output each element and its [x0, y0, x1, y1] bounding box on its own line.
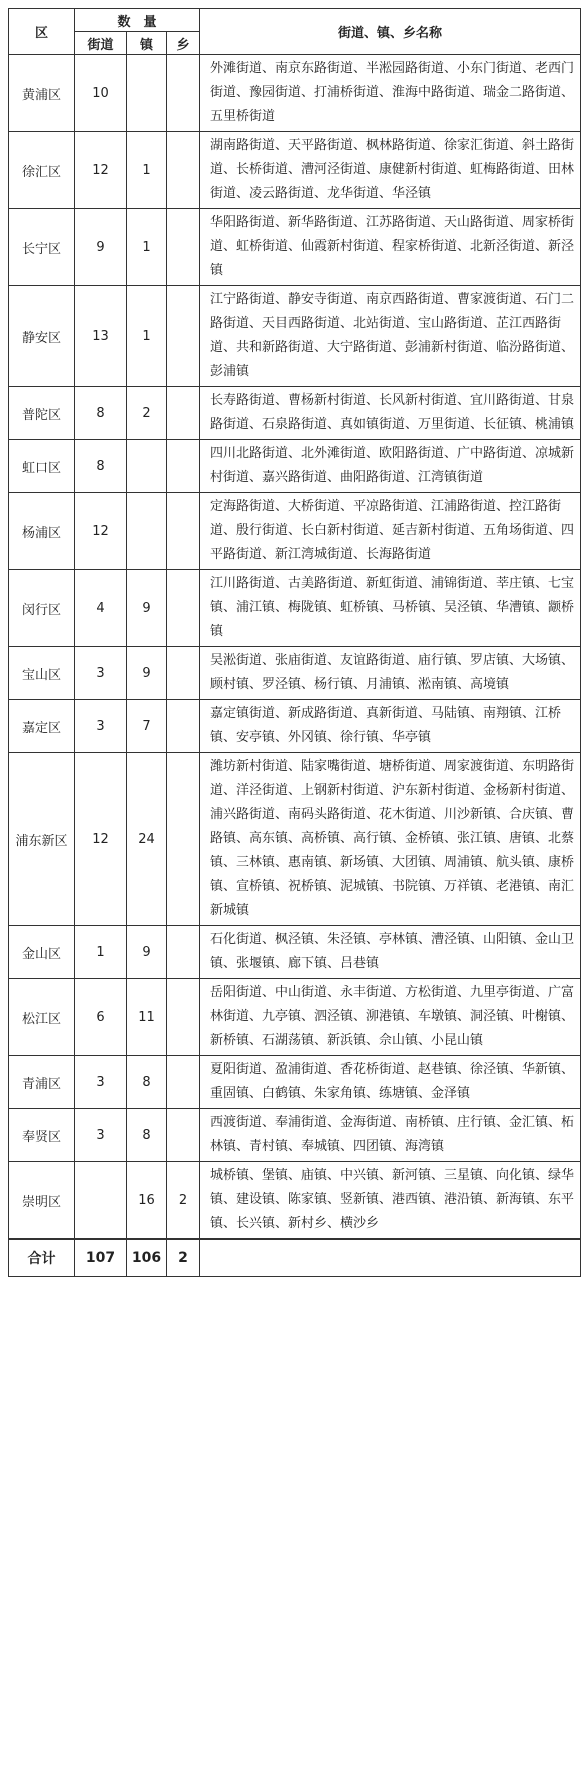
names-cell: 定海路街道、大桥街道、平凉路街道、江浦路街道、控江路街道、殷行街道、长白新村街道、延吉新村街道、五角场街道、四平路街道、新江湾城街道、长海路街道: [200, 493, 581, 570]
district-cell: 普陀区: [9, 387, 75, 440]
township-count-cell: [167, 700, 200, 753]
town-count-cell: 9: [127, 647, 167, 700]
total-town: 106: [127, 1239, 167, 1277]
names-cell: 石化街道、枫泾镇、朱泾镇、亭林镇、漕泾镇、山阳镇、金山卫镇、张堰镇、廊下镇、吕巷镇: [200, 926, 581, 979]
street-count-cell: [75, 1162, 127, 1240]
town-count-cell: [127, 440, 167, 493]
township-count-cell: [167, 979, 200, 1056]
district-table-container: [8, 8, 580, 1277]
town-count-cell: 24: [127, 753, 167, 926]
names-cell: 岳阳街道、中山街道、永丰街道、方松街道、九里亭街道、广富林街道、九亭镇、泗泾镇、泖港镇、车墩镇、洞泾镇、叶榭镇、新桥镇、石湖荡镇、新浜镇、佘山镇、小昆山镇: [200, 979, 581, 1056]
district-cell: 静安区: [9, 286, 75, 387]
street-count-cell: 12: [75, 753, 127, 926]
table-row: [9, 286, 581, 387]
township-count-cell: [167, 440, 200, 493]
header-district: 区: [9, 9, 75, 55]
street-count-cell: 8: [75, 440, 127, 493]
names-cell: 长寿路街道、曹杨新村街道、长风新村街道、宜川路街道、甘泉路街道、石泉路街道、真如镇街道、万里街道、长征镇、桃浦镇: [200, 387, 581, 440]
township-count-cell: [167, 647, 200, 700]
district-table: [8, 8, 581, 1277]
table-row: [9, 1056, 581, 1109]
town-count-cell: 11: [127, 979, 167, 1056]
street-count-cell: 12: [75, 493, 127, 570]
table-row: [9, 700, 581, 753]
township-count-cell: [167, 753, 200, 926]
header-township: 乡: [167, 32, 200, 55]
table-row: [9, 55, 581, 132]
township-count-cell: [167, 926, 200, 979]
names-cell: 嘉定镇街道、新成路街道、真新街道、马陆镇、南翔镇、江桥镇、安亭镇、外冈镇、徐行镇、华亭镇: [200, 700, 581, 753]
street-count-cell: 3: [75, 700, 127, 753]
town-count-cell: 8: [127, 1109, 167, 1162]
street-count-cell: 10: [75, 55, 127, 132]
total-township: 2: [167, 1239, 200, 1277]
town-count-cell: 16: [127, 1162, 167, 1240]
header-street: 街道: [75, 32, 127, 55]
header-count: 数 量: [75, 9, 200, 32]
table-row: [9, 753, 581, 926]
district-cell: 虹口区: [9, 440, 75, 493]
district-cell: 宝山区: [9, 647, 75, 700]
table-row: [9, 926, 581, 979]
total-street: 107: [75, 1239, 127, 1277]
names-cell: 四川北路街道、北外滩街道、欧阳路街道、广中路街道、凉城新村街道、嘉兴路街道、曲阳路街道、江湾镇街道: [200, 440, 581, 493]
district-cell: 闵行区: [9, 570, 75, 647]
names-cell: 吴淞街道、张庙街道、友谊路街道、庙行镇、罗店镇、大场镇、顾村镇、罗泾镇、杨行镇、月浦镇、淞南镇、高境镇: [200, 647, 581, 700]
town-count-cell: 9: [127, 926, 167, 979]
township-count-cell: [167, 570, 200, 647]
table-row: [9, 440, 581, 493]
names-cell: 外滩街道、南京东路街道、半淞园路街道、小东门街道、老西门街道、豫园街道、打浦桥街道、淮海中路街道、瑞金二路街道、五里桥街道: [200, 55, 581, 132]
table-row: [9, 132, 581, 209]
names-cell: 城桥镇、堡镇、庙镇、中兴镇、新河镇、三星镇、向化镇、绿华镇、建设镇、陈家镇、竖新镇、港西镇、港沿镇、新海镇、东平镇、长兴镇、新村乡、横沙乡: [200, 1162, 581, 1240]
town-count-cell: 1: [127, 132, 167, 209]
names-cell: 华阳路街道、新华路街道、江苏路街道、天山路街道、周家桥街道、虹桥街道、仙霞新村街道、程家桥街道、北新泾街道、新泾镇: [200, 209, 581, 286]
township-count-cell: [167, 493, 200, 570]
district-cell: 青浦区: [9, 1056, 75, 1109]
total-row: [9, 1239, 581, 1277]
names-cell: 潍坊新村街道、陆家嘴街道、塘桥街道、周家渡街道、东明路街道、洋泾街道、上钢新村街道、沪东新村街道、金杨新村街道、浦兴路街道、南码头路街道、花木街道、川沙新镇、合庆镇、曹路镇、高东镇、高桥镇、高行镇、金桥镇、张江镇、唐镇、北蔡镇、三林镇、惠南镇、新场镇、大团镇、周浦镇、航头镇、康桥镇、宣桥镇、祝桥镇、泥城镇、书院镇、万祥镇、老港镇、南汇新城镇: [200, 753, 581, 926]
street-count-cell: 3: [75, 1056, 127, 1109]
township-count-cell: 2: [167, 1162, 200, 1240]
town-count-cell: 2: [127, 387, 167, 440]
table-row: [9, 570, 581, 647]
street-count-cell: 12: [75, 132, 127, 209]
total-names: [200, 1239, 581, 1277]
table-row: [9, 647, 581, 700]
district-cell: 杨浦区: [9, 493, 75, 570]
town-count-cell: [127, 493, 167, 570]
district-cell: 嘉定区: [9, 700, 75, 753]
township-count-cell: [167, 55, 200, 132]
district-cell: 金山区: [9, 926, 75, 979]
names-cell: 西渡街道、奉浦街道、金海街道、南桥镇、庄行镇、金汇镇、柘林镇、青村镇、奉城镇、四团镇、海湾镇: [200, 1109, 581, 1162]
header-names: 街道、镇、乡名称: [200, 9, 581, 55]
town-count-cell: 8: [127, 1056, 167, 1109]
district-cell: 奉贤区: [9, 1109, 75, 1162]
table-row: [9, 1109, 581, 1162]
district-cell: 黄浦区: [9, 55, 75, 132]
street-count-cell: 3: [75, 647, 127, 700]
header-town: 镇: [127, 32, 167, 55]
street-count-cell: 3: [75, 1109, 127, 1162]
district-cell: 松江区: [9, 979, 75, 1056]
street-count-cell: 1: [75, 926, 127, 979]
street-count-cell: 9: [75, 209, 127, 286]
table-row: [9, 493, 581, 570]
street-count-cell: 4: [75, 570, 127, 647]
town-count-cell: 1: [127, 286, 167, 387]
table-row: [9, 387, 581, 440]
district-cell: 崇明区: [9, 1162, 75, 1240]
township-count-cell: [167, 209, 200, 286]
township-count-cell: [167, 387, 200, 440]
table-row: [9, 1162, 581, 1240]
table-row: [9, 979, 581, 1056]
names-cell: 湖南路街道、天平路街道、枫林路街道、徐家汇街道、斜土路街道、长桥街道、漕河泾街道、康健新村街道、虹梅路街道、田林街道、凌云路街道、龙华街道、华泾镇: [200, 132, 581, 209]
town-count-cell: 1: [127, 209, 167, 286]
names-cell: 江宁路街道、静安寺街道、南京西路街道、曹家渡街道、石门二路街道、天目西路街道、北站街道、宝山路街道、芷江西路街道、共和新路街道、大宁路街道、彭浦新村街道、临汾路街道、彭浦镇: [200, 286, 581, 387]
street-count-cell: 13: [75, 286, 127, 387]
township-count-cell: [167, 132, 200, 209]
table-body: [9, 55, 581, 1240]
total-label: 合计: [9, 1239, 75, 1277]
town-count-cell: [127, 55, 167, 132]
town-count-cell: 9: [127, 570, 167, 647]
table-row: [9, 209, 581, 286]
names-cell: 夏阳街道、盈浦街道、香花桥街道、赵巷镇、徐泾镇、华新镇、重固镇、白鹤镇、朱家角镇、练塘镇、金泽镇: [200, 1056, 581, 1109]
street-count-cell: 8: [75, 387, 127, 440]
street-count-cell: 6: [75, 979, 127, 1056]
township-count-cell: [167, 1056, 200, 1109]
district-cell: 长宁区: [9, 209, 75, 286]
district-cell: 徐汇区: [9, 132, 75, 209]
town-count-cell: 7: [127, 700, 167, 753]
names-cell: 江川路街道、古美路街道、新虹街道、浦锦街道、莘庄镇、七宝镇、浦江镇、梅陇镇、虹桥镇、马桥镇、吴泾镇、华漕镇、颛桥镇: [200, 570, 581, 647]
district-cell: 浦东新区: [9, 753, 75, 926]
township-count-cell: [167, 286, 200, 387]
township-count-cell: [167, 1109, 200, 1162]
